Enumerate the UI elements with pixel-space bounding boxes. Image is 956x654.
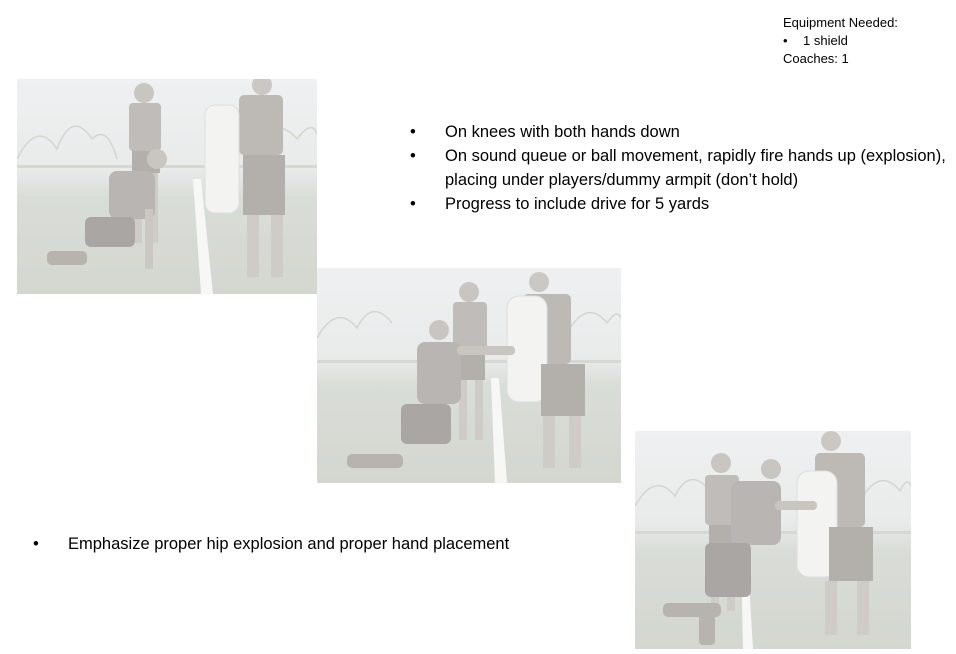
equipment-heading: Equipment Needed:: [783, 15, 898, 30]
emphasis-text: Emphasize proper hip explosion and proper hand placement: [68, 535, 510, 553]
instruction-list: [410, 120, 955, 216]
emphasis-item: [33, 532, 628, 556]
coaches-count: Coaches: 1: [783, 51, 849, 66]
bullet-icon: •: [410, 195, 416, 213]
equipment-item-label: 1 shield: [803, 33, 848, 48]
equipment-box: [783, 14, 953, 68]
instruction-item: [410, 192, 955, 216]
bullet-icon: •: [410, 147, 416, 165]
instruction-text: On sound queue or ball movement, rapidly fire hands up (explosion), placing under players/dummy armpit (don’t hold): [445, 147, 946, 189]
instruction-text: On knees with both hands down: [445, 123, 680, 141]
instruction-item: [410, 120, 955, 144]
equipment-item: [783, 32, 953, 50]
drill-photo-3: [635, 431, 911, 649]
instruction-item: [410, 144, 955, 192]
instruction-text: Progress to include drive for 5 yards: [445, 195, 710, 213]
bullet-icon: •: [33, 535, 39, 553]
drill-photo-2: [317, 268, 621, 483]
drill-photo-1: [17, 79, 317, 294]
bullet-icon: •: [410, 123, 416, 141]
bullet-icon: •: [783, 33, 788, 48]
